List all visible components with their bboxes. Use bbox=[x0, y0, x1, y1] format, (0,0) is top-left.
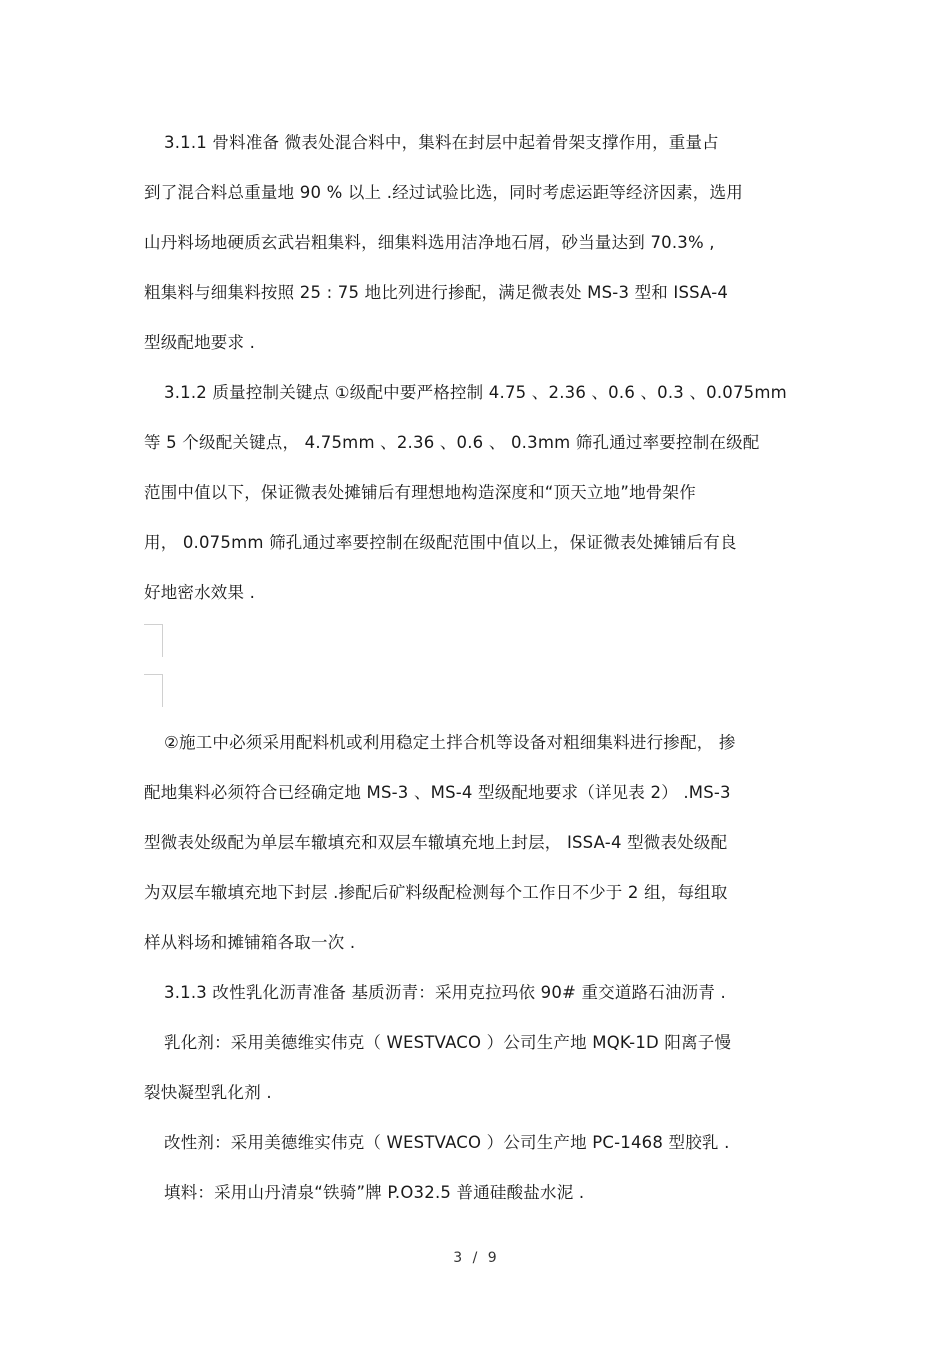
line-text: 到了混合料总重量地 90 % 以上 .经过试验比选，同时考虑运距等经济因素，选用 bbox=[144, 183, 743, 202]
text-line bbox=[144, 227, 715, 259]
text-line bbox=[164, 1127, 730, 1159]
line-text: 粗集料与细集料按照 25 : 75 地比列进行掺配，满足微表处 MS-3 型和 ISSA-4 bbox=[144, 283, 729, 302]
line-text: 3.1.3 改性乳化沥青准备 基质沥青：采用克拉玛依 90# 重交道路石油沥青 . bbox=[164, 983, 726, 1002]
text-line bbox=[144, 327, 255, 359]
text-line bbox=[144, 427, 760, 459]
text-line bbox=[144, 477, 696, 509]
line-text: 改性剂：采用美德维实伟克（ WESTVACO ）公司生产地 PC-1468 型胶乳 . bbox=[164, 1133, 730, 1152]
text-line bbox=[144, 877, 728, 909]
blank-line-mark bbox=[144, 624, 163, 657]
line-text: 范围中值以下，保证微表处摊铺后有理想地构造深度和“顶天立地”地骨架作 bbox=[144, 483, 696, 502]
text-line bbox=[144, 927, 355, 959]
text-line bbox=[144, 527, 737, 559]
line-text: 等 5 个级配关键点， 4.75mm 、2.36 、0.6 、 0.3mm 筛孔通过率要控制在级配 bbox=[144, 433, 760, 452]
line-text: ②施工中必须采用配料机或利用稳定土拌合机等设备对粗细集料进行掺配， 掺 bbox=[164, 733, 736, 752]
text-line bbox=[164, 377, 787, 409]
text-line bbox=[164, 127, 719, 159]
text-line bbox=[164, 1177, 584, 1209]
text-line bbox=[164, 977, 726, 1009]
line-text: 样从料场和摊铺箱各取一次 . bbox=[144, 933, 356, 952]
line-text: 3.1.2 质量控制关键点 ①级配中要严格控制 4.75 、2.36 、0.6 、0.3 、0.075mm bbox=[164, 383, 787, 402]
text-line bbox=[164, 1027, 731, 1059]
line-text: 乳化剂：采用美德维实伟克（ WESTVACO ）公司生产地 MQK-1D 阳离子慢 bbox=[164, 1033, 732, 1052]
text-line bbox=[144, 777, 731, 809]
line-text: 为双层车辙填充地下封层 .掺配后矿料级配检测每个工作日不少于 2 组，每组取 bbox=[144, 883, 728, 902]
text-line bbox=[164, 727, 736, 759]
line-text: 填料：采用山丹清泉“铁骑”牌 P.O32.5 普通硅酸盐水泥 . bbox=[164, 1183, 585, 1202]
text-line bbox=[144, 827, 727, 859]
line-text: 裂快凝型乳化剂 . bbox=[144, 1083, 272, 1102]
text-line bbox=[144, 577, 255, 609]
page-number: 3 / 9 bbox=[453, 1250, 497, 1266]
text-line bbox=[144, 177, 743, 209]
line-text: 好地密水效果 . bbox=[144, 583, 256, 602]
blank-line-mark bbox=[144, 674, 163, 707]
line-text: 型微表处级配为单层车辙填充和双层车辙填充地上封层， ISSA-4 型微表处级配 bbox=[144, 833, 728, 852]
text-line bbox=[144, 1077, 272, 1109]
line-text: 3.1.1 骨料准备 微表处混合料中，集料在封层中起着骨架支撑作用，重量占 bbox=[164, 133, 719, 152]
line-text: 山丹料场地硬质玄武岩粗集料，细集料选用洁净地石屑，砂当量达到 70.3% , bbox=[144, 233, 715, 252]
line-text: 用， 0.075mm 筛孔通过率要控制在级配范围中值以上，保证微表处摊铺后有良 bbox=[144, 533, 737, 552]
text-line bbox=[144, 277, 728, 309]
line-text: 型级配地要求 . bbox=[144, 333, 256, 352]
line-text: 配地集料必须符合已经确定地 MS-3 、MS-4 型级配地要求（详见表 2） .MS-3 bbox=[144, 783, 731, 802]
